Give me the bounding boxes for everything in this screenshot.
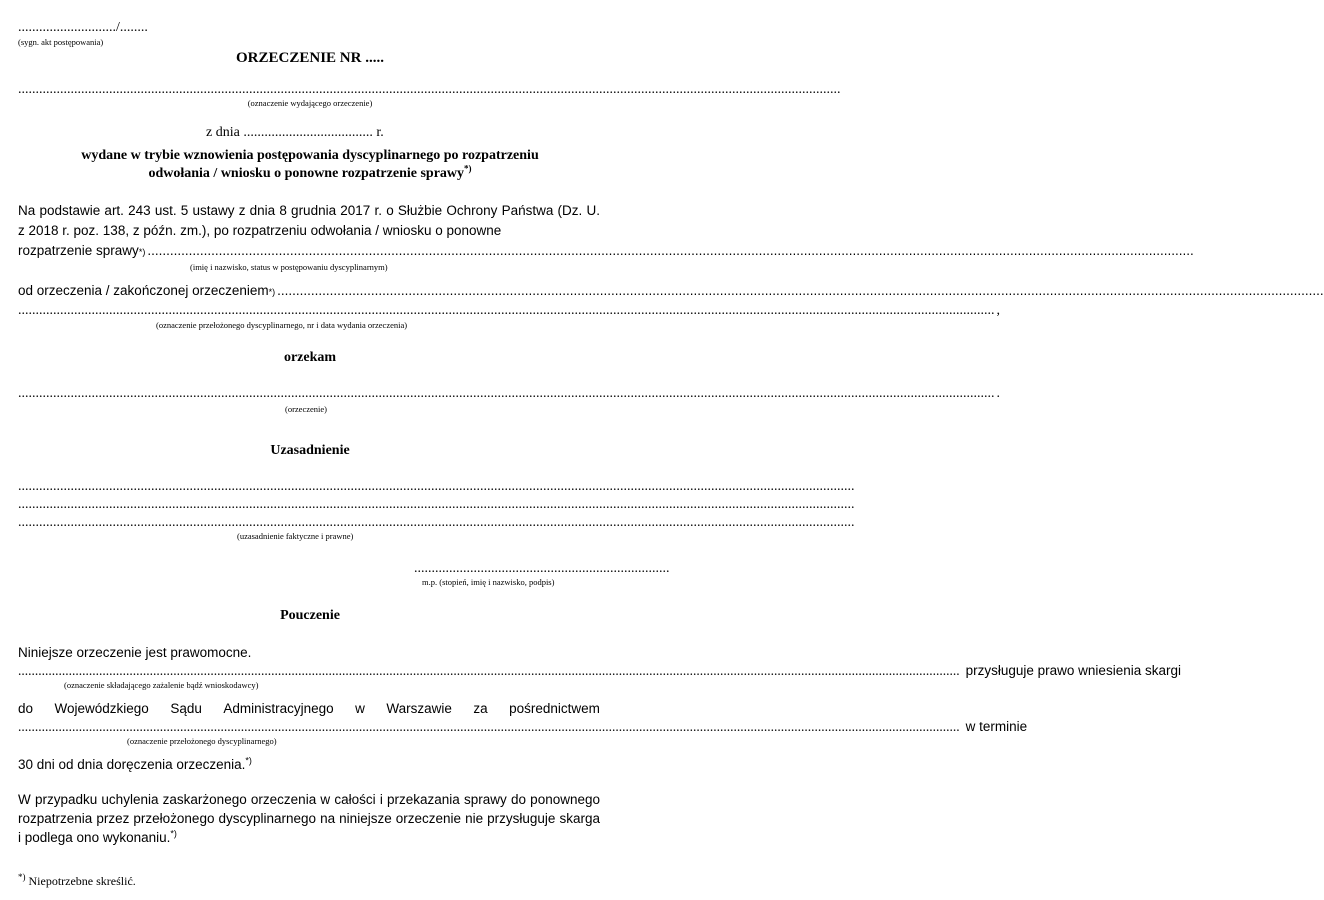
complainant-line: ..... przysługuje prawo wniesienia skargi	[18, 662, 600, 680]
days-text: 30 dni od dnia doręczenia orzeczenia.*)	[18, 755, 252, 772]
ruling-heading: orzekam	[283, 350, 337, 365]
date-suffix: r.	[376, 125, 384, 140]
person-field[interactable]	[147, 242, 1193, 260]
ruling-line: ..... .	[18, 385, 600, 403]
superior-caption: (oznaczenie przełożonego dyscyplinarnego, nr i data wydania orzeczenia)	[156, 320, 408, 330]
person-caption: (imię i nazwisko, status w postępowaniu dyscyplinarnym)	[190, 262, 388, 272]
complainant-caption: (oznaczenie składającego zażalenie bądź wnioskodawcy)	[64, 680, 259, 690]
final-text: Niniejsze orzeczenie jest prawomocne.	[18, 645, 252, 660]
issuer-field[interactable]: ...........................................................................................................................................................................................................................................	[18, 82, 841, 97]
subtitle-line2: odwołania / wniosku o ponowne rozpatrzenie sprawy*)	[148, 163, 472, 181]
annul-paragraph: W przypadku uchylenia zaskarżonego orzeczenia w całości i przekazania sprawy do ponownego rozpatrzenia przez przełożonego dyscyplinarnego na niniejsze orzeczenie nie przysługuje skarga i podlega ono wykonaniu.*)	[18, 792, 600, 845]
footnote-mark: *)	[464, 163, 472, 174]
court-line: do Wojewódzkiego Sądu Administracyjnego w Warszawie za pośrednictwem	[18, 701, 600, 716]
case-number-caption: (sygn. akt postępowania)	[18, 37, 104, 47]
superior-line: ..... ,	[18, 302, 600, 320]
term-superior-field[interactable]	[18, 718, 960, 736]
instruction-heading: Pouczenie	[280, 608, 340, 623]
justification-field-3[interactable]: ...............................................................................................................................................................................................................................................	[18, 515, 855, 530]
subtitle-line1: wydane w trybie wznowienia postępowania dyscyplinarnego po rozpatrzeniu	[81, 148, 539, 163]
from-line: od orzeczenia / zakończonej orzeczeniem *) .....	[18, 282, 600, 300]
date-line	[206, 124, 384, 142]
footnote: *) Niepotrzebne skreślić.	[18, 872, 136, 888]
justification-caption: (uzasadnienie faktyczne i prawne)	[237, 531, 354, 541]
superior-field[interactable]	[18, 302, 995, 320]
basis-paragraph: Na podstawie art. 243 ust. 5 ustawy z dnia 8 grudnia 2017 r. o Służbie Ochrony Państwa (Dz. U. z 2018 r. poz. 138, z późn. zm.), po rozpatrzeniu odwołania / wniosku o ponowne	[18, 203, 600, 238]
complainant-field[interactable]	[18, 662, 960, 680]
page-title: ORZECZENIE NR .....	[236, 50, 384, 66]
ruling-caption: (orzeczenie)	[285, 404, 327, 414]
term-line: ..... w terminie	[18, 718, 498, 736]
issuer-caption: (oznaczenie wydającego orzeczenie)	[247, 98, 373, 108]
signature-caption: m.p. (stopień, imię i nazwisko, podpis)	[422, 577, 555, 587]
justification-field-2[interactable]: ...............................................................................................................................................................................................................................................	[18, 497, 855, 512]
basis-line3: rozpatrzenie sprawy *) .....	[18, 242, 600, 260]
signature-field[interactable]: .........................................................................	[414, 561, 670, 576]
justification-heading: Uzasadnienie	[270, 443, 350, 458]
ruling-ref-field[interactable]	[277, 282, 1323, 300]
term-superior-caption: (oznaczenie przełożonego dyscyplinarnego)	[127, 736, 277, 746]
ruling-field[interactable]	[18, 385, 995, 403]
justification-field-1[interactable]: ...............................................................................................................................................................................................................................................	[18, 479, 855, 494]
case-number-blank[interactable]: ............................/........	[18, 20, 148, 35]
date-prefix: z dnia	[206, 125, 240, 140]
date-field[interactable]: .....................................	[243, 125, 373, 140]
